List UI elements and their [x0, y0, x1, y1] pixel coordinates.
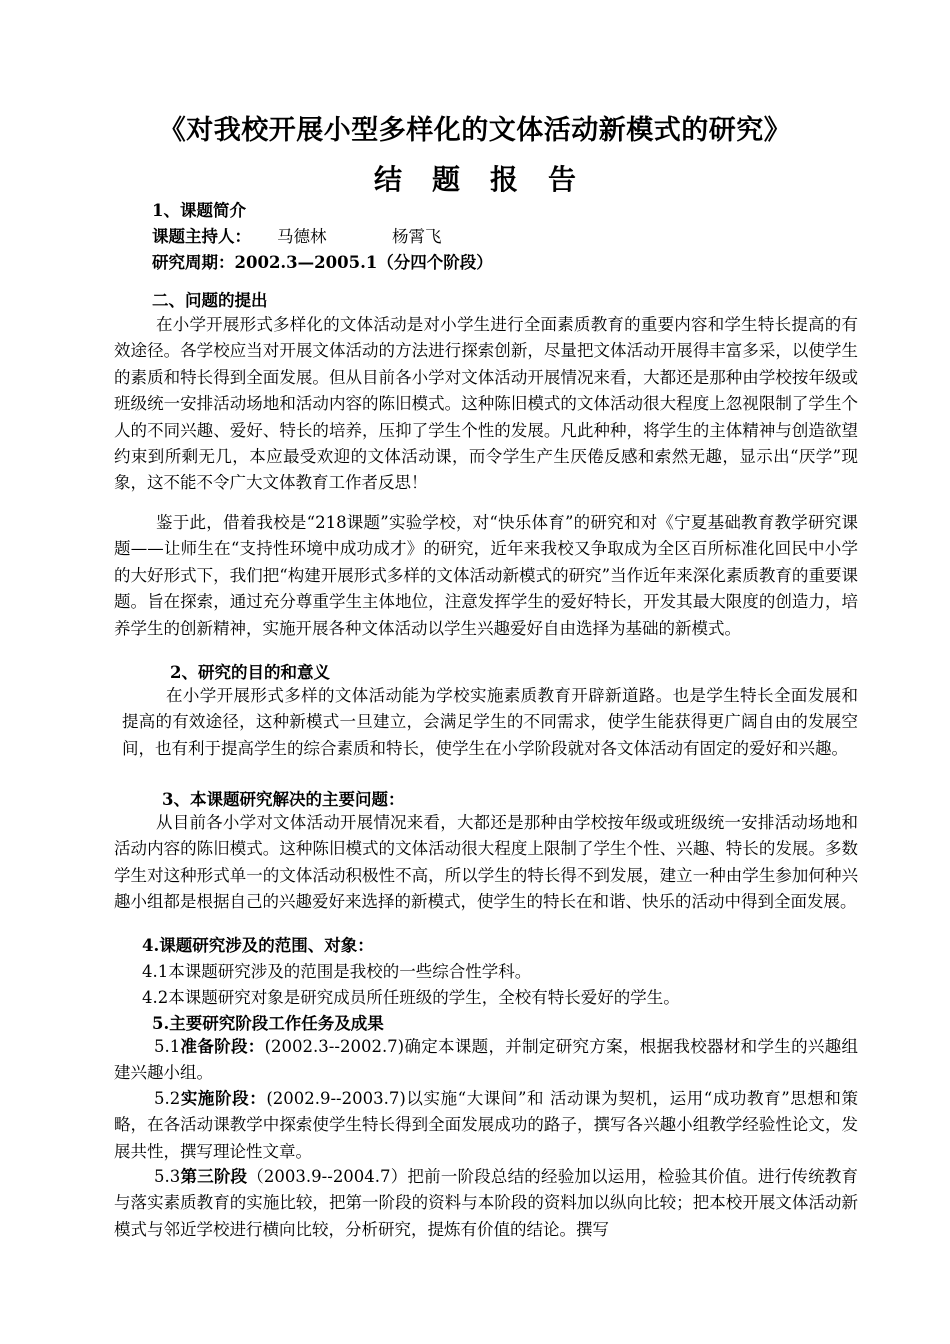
scope-item-4-1: 4.1本课题研究涉及的范围是我校的一些综合性学科。 — [142, 962, 532, 981]
stage-3-number: 5.3 — [154, 1167, 181, 1186]
section-6-heading: 5.主要研究阶段工作任务及成果 — [152, 1014, 384, 1033]
stage-2-number: 5.2 — [154, 1089, 181, 1108]
section-2-heading: 二、问题的提出 — [152, 291, 268, 310]
stage-1-paragraph — [114, 1034, 858, 1087]
document-subtitle: 结题报告 — [373, 163, 606, 196]
section-2-paragraph-2: 鉴于此，借着我校是“218课题”实验学校，对“快乐体育”的研究和对《宁夏基础教育教学研究课题——让师生在“支持性环境中成功成才》的研究，近年来我校又争取成为全区百所标准化回民中小学的大好形式下，我们把“构建开展形式多样的文体活动新模式的研究”当作近年来深化素质教育的重要课题。旨在探索，通过充分尊重学生主体地位，注意发挥学生的爱好特长，开发其最大限度的创造力，培养学生的创新精神，实施开展各种文体活动以学生兴趣爱好自由选择为基础的新模式。 — [114, 513, 858, 638]
section-2-paragraph-1: 在小学开展形式多样化的文体活动是对小学生进行全面素质教育的重要内容和学生特长提高的有效途径。各学校应当对开展文体活动的方法进行探索创新，尽量把文体活动开展得丰富多采，以使学生的素质和特长得到全面发展。但从目前各小学对文体活动开展情况来看，大都还是那种由学校按年级或班级统一安排活动场地和活动内容的陈旧模式。这种陈旧模式的文体活动很大程度上忽视限制了学生个人的不同兴趣、爱好、特长的培养，压抑了学生个性的发展。凡此种种，将学生的主体精神与创造欲望约束到所剩无几，本应最受欢迎的文体活动课，而令学生产生厌倦反感和索然无趣，显示出“厌学”现象，这不能不令广大文体教育工作者反思！ — [114, 315, 858, 493]
section-3-heading: 2、研究的目的和意义 — [170, 663, 330, 682]
stage-1-number: 5.1 — [154, 1037, 181, 1056]
section-4-heading: 3、本课题研究解决的主要问题： — [162, 790, 405, 809]
stage-3-paragraph — [114, 1164, 858, 1243]
host-name-1: 马德林 — [277, 227, 327, 246]
stage-3-text: （2003.9--2004.7）把前一阶段总结的经验加以运用，检验其价值。进行传统教育与落实素质教育的实施比较，把第一阶段的资料与本阶段的资料加以纵向比较；把本校开展文体活动新模式与邻近学校进行横向比较，分析研究，提炼有价值的结论。撰写 — [114, 1167, 859, 1239]
section-3-paragraph: 在小学开展形式多样的文体活动能为学校实施素质教育开辟新道路。也是学生特长全面发展和提高的有效途径，这种新模式一旦建立，会满足学生的不同需求，使学生能获得更广阔自由的发展空间，也有利于提高学生的综合素质和特长，使学生在小学阶段就对各文体活动有固定的爱好和兴趣。 — [122, 686, 858, 758]
stage-1-label: 准备阶段： — [180, 1037, 265, 1056]
stage-2-paragraph — [114, 1086, 858, 1165]
section-1-heading: 1、课题简介 — [152, 201, 246, 220]
research-period: 研究周期：2002.3—2005.1（分四个阶段） — [152, 253, 493, 272]
host-label: 课题主持人： — [152, 227, 251, 246]
stage-2-text: (2002.9--2003.7)以实施“大课间”和 活动课为契机，运用“成功教育”思想和策略，在各活动课教学中探索使学生特长得到全面发展成功的路子，撰写各兴趣小组教学经验性论文，发展共性，撰写理论性文章。 — [114, 1089, 858, 1161]
stage-1-text: (2002.3--2002.7)确定本课题，并制定研究方案，根据我校器材和学生的兴趣组建兴趣小组。 — [114, 1037, 859, 1083]
host-name-2: 杨霄飞 — [392, 227, 442, 246]
stage-2-label: 实施阶段： — [180, 1089, 267, 1108]
section-4-paragraph: 从目前各小学对文体活动开展情况来看，大都还是那种由学校按年级或班级统一安排活动场地和活动内容的陈旧模式。这种陈旧模式的文体活动很大程度上限制了学生个性、兴趣、特长的发展。多数学生对这种形式单一的文体活动积极性不高，所以学生的特长得不到发展，建立一种由学生参加何种兴趣小组都是根据自己的兴趣爱好来选择的新模式，使学生的特长在和谐、快乐的活动中得到全面发展。 — [114, 813, 858, 912]
scope-item-4-2: 4.2本课题研究对象是研究成员所任班级的学生，全校有特长爱好的学生。 — [142, 988, 680, 1007]
stage-3-label: 第三阶段 — [180, 1167, 248, 1186]
section-5-heading: 4.课题研究涉及的范围、对象： — [142, 936, 374, 955]
document-title: 《对我校开展小型多样化的文体活动新模式的研究》 — [158, 115, 792, 146]
